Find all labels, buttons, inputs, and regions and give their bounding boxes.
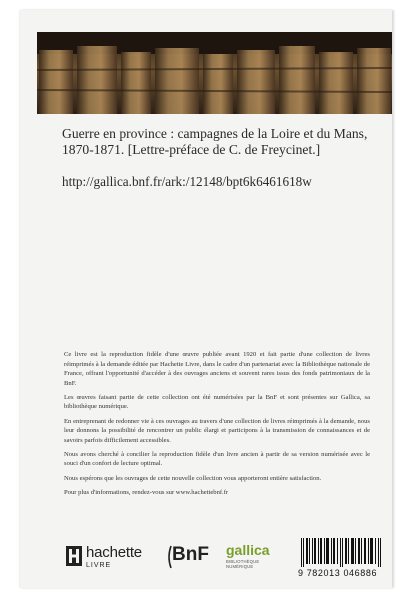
gallica-url[interactable]: http://gallica.bnf.fr/ark:/12148/bpt6k6461618w	[62, 174, 312, 189]
paragraph: En entreprenant de redonner vie à ces ouvrages au travers d'une collection de livres réimprimés à la demande, nous leur donnons la possibilité de rencontrer un public élargi et participons à la transmission de connaissances et de savoirs parfois difficilement accessibles.	[64, 417, 370, 444]
gallica-subtitle-1: BIBLIOTHÈQUE	[226, 559, 260, 564]
bnf-wordmark: BnF	[172, 544, 209, 565]
paragraph: Nous avons cherché à concilier la reproduction fidèle d'un livre ancien à partir de sa version numérisée avec le souci d'un confort de lecture optimal.	[64, 450, 370, 468]
books-photo-band	[37, 32, 392, 114]
paragraph: Nous espérons que les ouvrages de cette nouvelle collection vous apporteront entière satisfaction.	[64, 474, 322, 482]
paragraph: Les œuvres faisant partie de cette collection ont été numérisées par la BnF et sont présentes sur Gallica, sa bibliothèque numérique.	[64, 393, 370, 411]
old-books-image	[37, 32, 392, 114]
barcode-bars	[298, 538, 384, 567]
hachette-h-icon	[66, 546, 82, 566]
description-text	[64, 350, 370, 502]
gallica-logo	[226, 542, 286, 572]
publisher-logos	[62, 538, 382, 578]
paragraph: Pour plus d'informations, rendez-vous sur www.hachettebnf.fr	[64, 488, 229, 496]
bnf-logo	[166, 544, 216, 570]
hachette-livre-logo	[66, 544, 156, 572]
isbn-number: 9 782013 046886	[298, 568, 378, 578]
book-title: Guerre en province : campagnes de la Loire et du Mans, 1870-1871. [Lettre-préface de C. de Freycinet.]	[62, 126, 368, 157]
gallica-wordmark: gallica	[226, 542, 270, 558]
gallica-subtitle-2: NUMÉRIQUE	[226, 564, 254, 569]
isbn-barcode	[298, 538, 384, 578]
paragraph: Ce livre est la reproduction fidèle d'une œuvre publiée avant 1920 et fait partie d'une collection de livres réimprimés à la demande éditée par Hachette Livre, dans le cadre d'un partenariat avec la Bibliothèque nationale de France, offrant l'opportunité d'accéder à des ouvrages anciens et souvent rares issus des fonds patrimoniaux de la BnF.	[64, 351, 370, 387]
livre-wordmark: LIVRE	[86, 562, 112, 569]
hachette-wordmark: hachette	[86, 544, 142, 561]
